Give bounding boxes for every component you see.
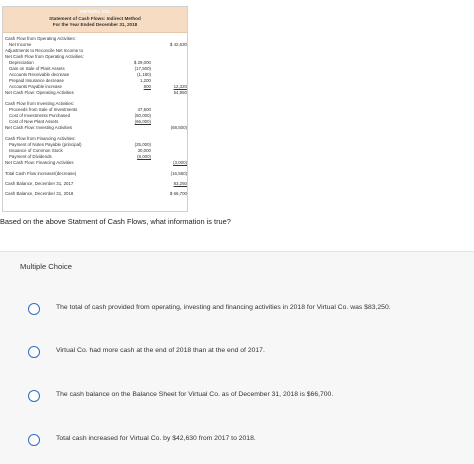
statement-row-label: Cost of Investments Purchased bbox=[9, 113, 71, 118]
statement-amount: (66,000) bbox=[134, 119, 151, 124]
statement-row-label: Accounts Receivable decrease bbox=[9, 72, 70, 77]
question-text: Based on the above Statment of Cash Flows, what information is true? bbox=[0, 217, 231, 226]
statement-amount: (16,550) bbox=[170, 171, 187, 176]
statement-row-label: Accounts Payable increase bbox=[9, 84, 62, 89]
statement-row-label: Cost of New Plant Assets bbox=[9, 119, 59, 124]
answer-option-text: Total cash increased for Virtual Co. by $42,630 from 2017 to 2018. bbox=[56, 435, 256, 442]
statement-amount: (1,180) bbox=[137, 72, 151, 77]
answer-option-2[interactable] bbox=[0, 333, 474, 373]
radio-button-icon[interactable] bbox=[28, 303, 40, 315]
statement-company: VIRTUAL CO. bbox=[79, 9, 111, 14]
statement-row-label: Payment of Notes Payable (principal) bbox=[9, 142, 82, 147]
statement-amount: $ 66,700 bbox=[169, 191, 187, 196]
statement-row-label: Cash Flow from Investing Activities: bbox=[5, 101, 75, 106]
statement-amount: (50,000) bbox=[134, 113, 151, 118]
statement-amount: 54,950 bbox=[173, 90, 187, 95]
statement-row-label: Net Income bbox=[9, 42, 32, 47]
answer-option-1[interactable] bbox=[0, 290, 474, 330]
statement-amount: 83,250 bbox=[173, 181, 187, 186]
radio-button-icon[interactable] bbox=[28, 390, 40, 402]
statement-row-label: Cash Flow from Financing Activities: bbox=[5, 136, 76, 141]
statement-row-label: Adjustments to Reconcile Net Income to bbox=[5, 48, 84, 53]
statement-row-label: Net Cash Flow: Financing Activities bbox=[5, 160, 74, 165]
statement-body bbox=[3, 33, 187, 211]
radio-button-icon[interactable] bbox=[28, 434, 40, 446]
statement-amount: (3,000) bbox=[173, 160, 187, 165]
radio-button-icon[interactable] bbox=[28, 346, 40, 358]
statement-title: Statement of Cash Flows: Indirect Method bbox=[49, 15, 141, 21]
statement-amount: 30,000 bbox=[137, 148, 151, 153]
statement-row-label: Prepaid Insurance decrease bbox=[9, 78, 64, 83]
answer-option-3[interactable] bbox=[0, 377, 474, 417]
statement-row-label: Depreciation bbox=[9, 60, 34, 65]
statement-amount: (17,500) bbox=[134, 66, 151, 71]
answer-option-text: Virtual Co. had more cash at the end of 2018 than at the end of 2017. bbox=[56, 347, 265, 354]
statement-row-label: Gain on Sale of Plant Assets bbox=[9, 66, 65, 71]
statement-header bbox=[3, 7, 187, 33]
statement-row-label: Net Cash Flow from Operating Activities: bbox=[5, 54, 84, 59]
statement-row-label: Cash Flow from Operating Activities: bbox=[5, 36, 76, 41]
answer-option-text: The total of cash provided from operating, investing and financing activities in 2018 for Virtual Co. was $83,250. bbox=[56, 304, 391, 311]
statement-amount: 800 bbox=[143, 84, 151, 89]
statement-row-label: Net Cash Flow: Operating Activities bbox=[5, 90, 74, 95]
answer-option-4[interactable] bbox=[0, 421, 474, 461]
statement-row-label: Cash Balance, December 31, 2017 bbox=[5, 181, 74, 186]
statement-row-label: Cash Balance, December 31, 2018 bbox=[5, 191, 74, 196]
answer-option-text: The cash balance on the Balance Sheet for Virtual Co. as of December 31, 2018 is $66,700. bbox=[56, 391, 334, 398]
statement-amount: 12,320 bbox=[173, 84, 187, 89]
statement-row-label: Proceeds from Sale of Investments bbox=[9, 107, 78, 112]
statement-amount: (25,000) bbox=[134, 142, 151, 147]
cash-flow-statement bbox=[2, 6, 188, 212]
multiple-choice-title: Multiple Choice bbox=[20, 262, 72, 271]
statement-amount: $ 29,000 bbox=[133, 60, 151, 65]
statement-period: For the Year Ended December 31, 2018 bbox=[52, 22, 138, 28]
statement-row-label: Payment of Dividends bbox=[9, 154, 52, 159]
statement-amount: (8,000) bbox=[137, 154, 151, 159]
statement-row-label: Total Cash Flow increase/(decrease) bbox=[5, 171, 77, 176]
statement-amount: $ 42,630 bbox=[169, 42, 187, 47]
statement-row-label: Issuance of Common Stock bbox=[9, 148, 63, 153]
statement-row-label: Net Cash Flow: Investing Activities bbox=[5, 125, 73, 130]
statement-amount: 47,500 bbox=[137, 107, 151, 112]
statement-amount: (68,500) bbox=[170, 125, 187, 130]
statement-amount: 1,200 bbox=[140, 78, 151, 83]
